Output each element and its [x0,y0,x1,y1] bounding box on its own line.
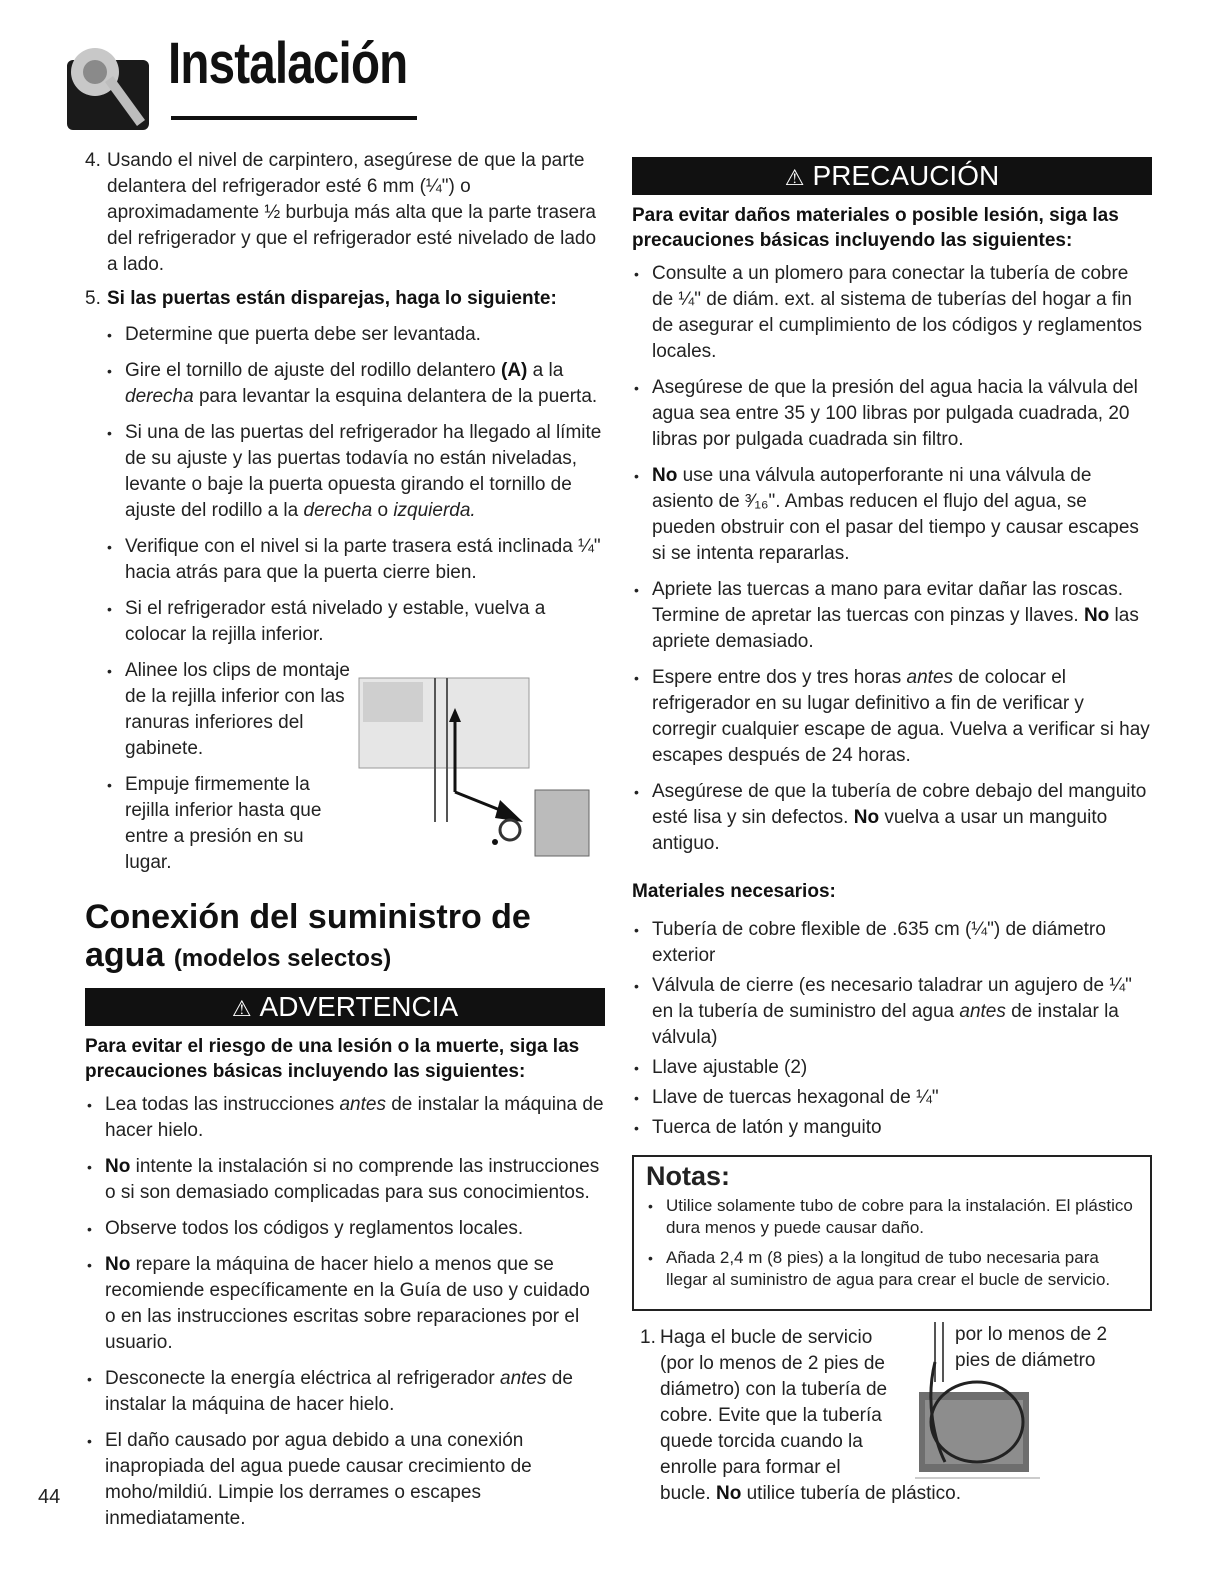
list-item: • Apriete las tuercas a mano para evitar dañar las roscas. Termine de apretar las tuercas con pinzas y llaves. No las apriete demasiado. [632,577,1152,655]
page-title: Instalación [168,31,408,96]
step-5: 5. Si las puertas están disparejas, haga lo siguiente: [85,288,557,309]
list-item: • No use una válvula autoperforante ni una válvula de asiento de ³⁄₁₆". Ambas reducen el flujo del agua, se pueden obstruir con el pasar del tiempo y causar escapes si se intenta repararlas. [632,463,1152,567]
warning-triangle-icon: ⚠ [784,165,805,190]
warning-intro: Para evitar el riesgo de una lesión o la muerte, siga las precauciones básicas incluyendo las siguientes: [85,1036,580,1082]
list-item: • Gire el tornillo de ajuste del rodillo delantero (A) a la derecha para levantar la esquina delantera de la puerta. [105,358,605,410]
list-item: • No intente la instalación si no comprende las instrucciones o si son demasiado complicadas para sus conocimientos. [85,1154,605,1206]
list-item: • Utilice solamente tubo de cobre para la instalación. El plástico dura menos y puede causar daño. [646,1195,1138,1239]
wrench-icon [65,42,151,132]
list-item: • No repare la máquina de hacer hielo a menos que se recomiende específicamente en la Guía de uso y cuidado o en las instrucciones escritas sobre reparaciones por el usuario. [85,1252,605,1356]
warning-banner: ⚠ ADVERTENCIA [85,988,605,1026]
service-loop-illustration [915,1322,1040,1484]
list-item: • Consulte a un plomero para conectar la tubería de cobre de ¼" de diám. ext. al sistema de tuberías del hogar a fin de asegurar el cumplimiento de los códigos y reglamentos locales. [632,261,1152,365]
step-1: 1. Haga el bucle de servicio (por lo menos de 2 pies de diámetro) con la tubería de cobre. Evite que la tubería quede torcida cuando la enrolle para formar el bucle. No utilice tubería de plástico. [640,1327,961,1504]
list-item: • Si el refrigerador está nivelado y estable, vuelva a colocar la rejilla inferior. [105,596,605,648]
list-item: • Desconecte la energía eléctrica al refrigerador antes de instalar la máquina de hacer hielo. [85,1366,605,1418]
list-item: • Lea todas las instrucciones antes de instalar la máquina de hacer hielo. [85,1092,605,1144]
notes-box [632,1155,1152,1311]
section-heading: Conexión del suministro de agua (modelos selectos) [85,898,531,974]
caution-banner: ⚠ PRECAUCIÓN [632,157,1152,195]
list-item: • Tuerca de latón y manguito [632,1115,1152,1141]
list-item: • Si una de las puertas del refrigerador ha llegado al límite de su ajuste y las puertas todavía no están niveladas, levante o baje la puerta opuesta girando el tornillo de ajuste del rodillo a la derecha o izquierda. [105,420,605,524]
step-1-text: Haga el bucle de servicio (por lo menos de 2 pies de diámetro) con la tubería de cobre. Evite que la tubería quede torcida cuando la enrolle para formar el [660,1327,888,1478]
caution-intro: Para evitar daños materiales o posible lesión, siga las precauciones básicas incluyendo las siguientes: [632,205,1119,251]
list-item: • Llave ajustable (2) [632,1055,1152,1081]
caution-list [632,261,1152,857]
list-item: • Espere entre dos y tres horas antes de colocar el refrigerador en su lugar definitivo a fin de verificar y corregir cualquier escape de agua. Vuelva a verificar si hay escapes después de 24 horas. [632,665,1152,769]
step-4: 4. Usando el nivel de carpintero, asegúrese de que la parte delantera del refrigerador esté 6 mm (¼") o aproximadamente ½ burbuja más alta que la parte trasera del refrigerador y que el refrigerador esté nivelado de lado a lado. [85,150,597,275]
list-item: • Observe todos los códigos y reglamentos locales. [85,1216,605,1242]
grille-illustration [355,672,595,862]
list-item: • El daño causado por agua debido a una conexión inapropiada del agua puede causar crecimiento de moho/mildiú. Limpie los derrames o escapes inmediatamente. [85,1428,605,1532]
notes-title: Notas: [646,1161,731,1191]
step-5-text: Si las puertas están disparejas, haga lo siguiente: [107,288,557,309]
materials-list [632,917,1152,1141]
list-item: • Llave de tuercas hexagonal de ¼" [632,1085,1152,1111]
title-underline [171,116,417,120]
warning-list [85,1092,605,1532]
figure-label: por lo menos de 2 pies de diámetro [955,1324,1108,1371]
list-item: • Añada 2,4 m (8 pies) a la longitud de tubo necesaria para llegar al suministro de agua para crear el bucle de servicio. [646,1247,1138,1291]
list-item: • Válvula de cierre (es necesario taladrar un agujero de ¼" en la tubería de suministro del agua antes de instalar la válvula) [632,973,1152,1051]
page-number: 44 [38,1486,61,1508]
list-item: • Determine que puerta debe ser levantada. [105,322,605,348]
list-item: • Empuje firmemente la rejilla inferior hasta que entre a presión en su lugar. [105,772,355,876]
list-item: • Asegúrese de que la tubería de cobre debajo del manguito esté lisa y sin defectos. No vuelva a usar un manguito antiguo. [632,779,1152,857]
list-item: • Alinee los clips de montaje de la rejilla inferior con las ranuras inferiores del gabinete. [105,658,355,762]
step-4-text: Usando el nivel de carpintero, asegúrese de que la parte delantera del refrigerador esté 6 mm (¼") o aproximadamente ½ burbuja más alta que la parte trasera del refrigerador y que el refrigerador esté nivelado de lado a lado. [107,150,597,275]
list-item: • Asegúrese de que la presión del agua hacia la válvula del agua sea entre 35 y 100 libras por pulgada cuadrada, 20 libras por pulgada cuadrada sin filtro. [632,375,1152,453]
warning-triangle-icon: ⚠ [231,996,252,1021]
list-item: • Verifique con el nivel si la parte trasera está inclinada ¼" hacia atrás para que la puerta cierre bien. [105,534,605,586]
materials-heading: Materiales necesarios: [632,881,836,902]
right-column [632,157,1152,1513]
list-item: • Tubería de cobre flexible de .635 cm (¼") de diámetro exterior [632,917,1152,969]
